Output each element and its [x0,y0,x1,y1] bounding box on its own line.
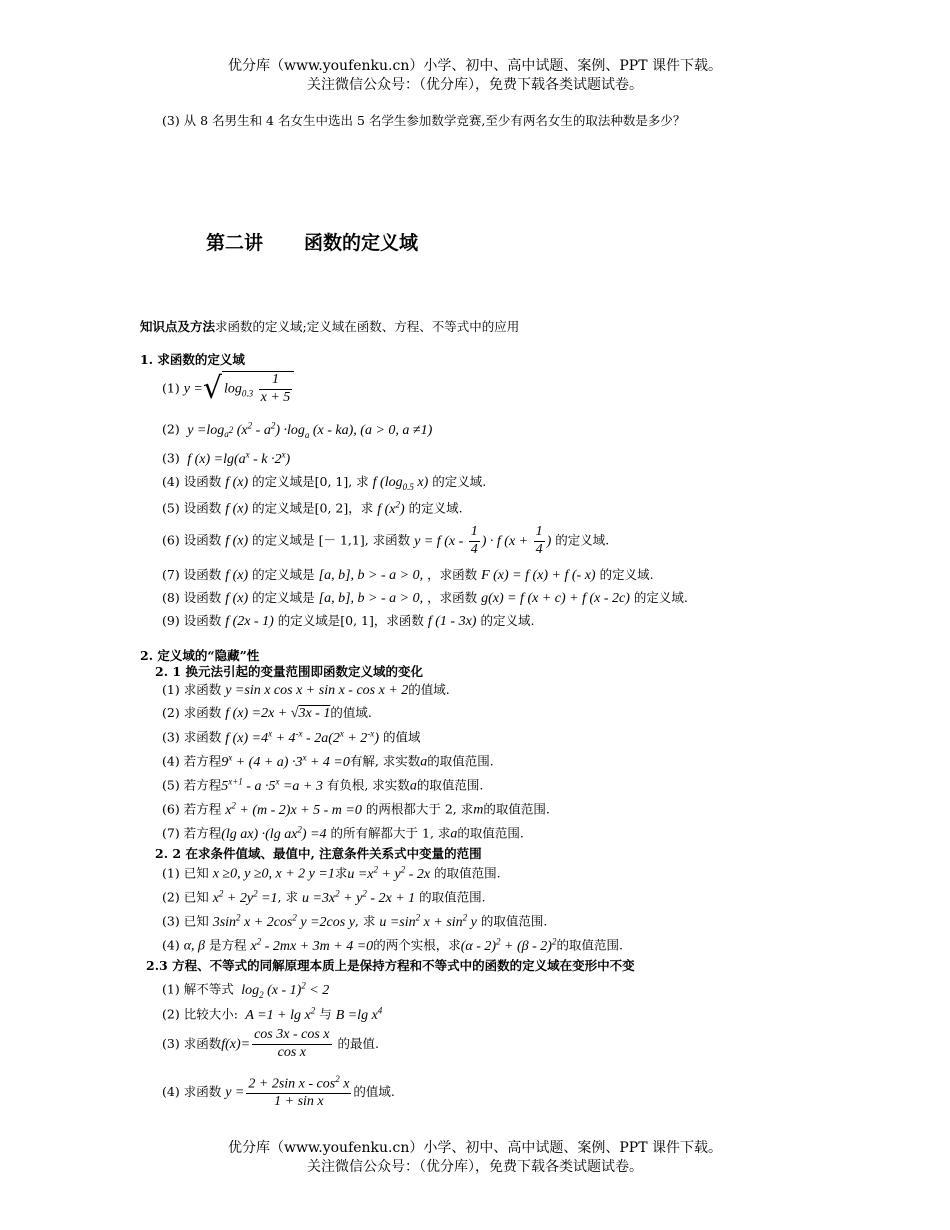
text: 的值域 [382,729,421,745]
formula: $y =\log_{a^2}$ $(x^2 - a^2) \cdot\log_a$ (x - ka), (a > 0, a ≠1) [183,420,433,440]
footer-line-2: 关注微信公众号：（优分库），免费下载各类试题试卷。 [307,1159,643,1175]
section2-2-heading: 2. 2 在求条件值域、最值中, 注意条件关系式中变量的范围 [155,846,482,861]
text: 求函数 [183,682,222,697]
item-num: (6) [162,801,180,817]
formula: f $(x) =4^x + 4^{-x} - 2a(2^x + 2^{-x})$ [225,728,379,746]
item-num: (4) [162,937,180,953]
formula: m [473,802,484,818]
text: 设函数 [183,532,222,548]
text: 若方程 [183,777,222,793]
s1-item-6 [162,524,609,559]
formula: F (x) = f (x) + f (- x) [481,568,596,583]
text: , 求 [354,913,376,929]
text: 求函数 [183,705,222,720]
formula: f (2x - 1) [225,614,274,629]
text: ，求函数 [427,590,478,605]
text: 设函数 [183,567,222,582]
formula: f (x) [225,591,249,606]
text: 的值域. [330,705,372,720]
formula: $\log_2 (x - 1)^2 < 2$ [237,980,330,1000]
s21-item-6 [162,800,550,819]
text: 的定义域. [432,474,487,489]
formula: y = f (x - $\frac{1}{4}$ ) · f (x + $\frac{1}{4}$ ) [414,524,552,557]
formula: $9^x + (4 + a) \cdot 3^x + 4 =0$ [221,752,350,770]
s23-item-2 [162,1005,382,1024]
text: 的定义域. [480,613,535,628]
formula: α, β [183,938,206,954]
text: 的两个实根，求 [373,937,461,953]
s21-item-2 [162,705,372,723]
lecture-number: 第二讲 [206,232,264,254]
text: 求函数 [183,1084,222,1100]
item-num: (2) [162,1006,180,1022]
s22-item-2 [162,888,486,907]
item-num: (2) [162,421,180,437]
s23-item-3 [162,1027,379,1062]
footer-line-1: 优分库（www.youfenku.cn）小学、初中、高中试题、案例、PPT 课件下载。 [227,1140,722,1156]
s1-item-9 [162,613,534,631]
formula: $u =x^2 + y^2 - 2x$ [347,864,431,882]
text: 若方程 [183,825,222,841]
item-num: (2) [162,705,180,720]
text: 的定义域是[0, 1], 求 [252,474,369,489]
item-num: (5) [162,500,180,516]
formula: $A =1 + \lg x^2$ [241,1005,316,1023]
text: 已知 [183,865,209,881]
text: 设函数 [183,500,222,516]
s21-item-3 [162,728,420,747]
formula: $x^2 + (m - 2)x + 5 - m =0$ [225,800,362,818]
item-num: (3) [162,913,180,929]
formula: f (x) [225,568,249,583]
formula: f (1 - 3x) [427,614,477,629]
formula: $u =\sin^2$ $x + \sin^2 y$ [379,912,477,930]
s22-item-4 [162,936,623,955]
formula: $u =3x^2 + y^2 - 2x + 1$ [301,888,416,906]
sqrt-formula: √ $\log_{0.3}$ $\frac{1}{x + 5}$ [203,370,294,408]
s21-item-4 [162,752,494,771]
formula: a [420,754,428,770]
text: 的定义域是[0, 2]，求 [252,500,374,516]
text: 与 [319,1006,332,1022]
lecture-name: 函数的定义域 [304,232,419,254]
item-num: (3) [162,1035,180,1051]
s1-item-8 [162,590,688,608]
formula: [a, b], b > - a > 0, [318,568,424,583]
item-num: (8) [162,590,180,605]
formula: f $(x) =\lg(a^x - k \cdot 2^x)$ [183,449,291,467]
s22-item-1 [162,864,501,883]
section2-3-heading: 2.3 方程、不等式的同解原理本质上是保持方程和不等式中的函数的定义域在变形中不变 [146,958,635,973]
formula: f (x) [225,475,249,490]
s23-item-1 [162,980,329,1001]
formula: f (x) [225,533,249,549]
text: 的定义域是[0, 1]，求函数 [277,613,424,628]
s21-item-1 [162,682,450,700]
text: 求函数 [183,1035,222,1051]
text: 的定义域. [408,500,463,516]
formula: a [409,778,417,794]
text: , 求 [277,889,298,905]
section2-heading: 2. 定义域的“隐藏”性 [140,648,260,663]
knowledge-text: 求函数的定义域;定义域在函数、方程、不等式中的应用 [215,319,520,334]
section1-heading: 1. 求函数的定义域 [140,352,245,367]
item-num: (2) [162,889,180,905]
header-line-1: 优分库（www.youfenku.cn）小学、初中、高中试题、案例、PPT 课件下载。 [227,58,722,74]
text: 比较大小: [183,1006,238,1022]
text: 的值域. [353,1084,395,1100]
knowledge-label: 知识点及方法 [140,319,216,334]
formula: $x^2 + 2y^2 =1$ [212,888,278,906]
text: 的取值范围. [419,889,486,905]
section2-1-heading: 2. 1 换元法引起的变量范围即函数定义域的变化 [155,664,423,679]
question-3: (3) 从 8 名男生和 4 名女生中选出 5 名学生参加数学竞赛,至少有两名女生的取法种数是多少？ [162,113,686,128]
text: 的两根都大于 2, 求 [365,801,474,817]
item-num: (1) [162,865,180,881]
fraction: $\frac{2 + 2\sin x - \cos^2 x}{\text{1 + sin x}}$ [248,1074,350,1110]
formula: f $(x^2)$ [377,499,405,517]
text: 设函数 [183,590,222,605]
formula: g(x) = f (x + c) + f (x - 2c) [481,591,630,606]
formula: B =lg $x^4$ [335,1005,383,1023]
s1-item-3 [162,449,290,468]
s23-item-4 [162,1074,395,1111]
formula: (lg ax) ·(lg $ax^2) =4$ [221,824,327,842]
s21-item-5 [162,776,483,795]
formula: f (x) [225,501,249,517]
formula: y =sin x cos x + sin x - cos x + 2 [225,683,409,698]
formula: $3\sin^2$ $x + 2\cos^2$ y =2cos y [212,912,355,930]
text: 有解, 求实数 [349,753,421,769]
formula: $5^{x+1} - a \cdot 5^x =a + 3$ [221,776,323,794]
text: 已知 [183,889,209,905]
item-num: (7) [162,567,180,582]
s1-item-7 [162,567,654,585]
text: 的定义域是 [252,567,315,582]
item-num: (1) [162,682,180,697]
s1-item-2 [162,420,432,441]
item-num: (3) [162,729,180,745]
text: 若方程 [183,801,222,817]
formula: f ($\log_{0.5}$ x) [372,475,429,492]
item-num: (5) [162,777,180,793]
text: 有负根, 求实数 [326,777,410,793]
text: 的取值范围. [483,801,550,817]
item-num: (4) [162,753,180,769]
s1-item-1 [162,370,294,408]
formula: a [450,826,458,842]
formula: f (x) =2x + √3x - 1 [225,706,331,721]
text: 设函数 [183,613,222,628]
fraction: $\frac{\text{cos 3x - cos x}}{\text{cos x}}$ [254,1027,330,1060]
s22-item-3 [162,912,547,931]
header-line-2: 关注微信公众号：（优分库），免费下载各类试题试卷。 [307,77,643,93]
text: 的取值范围. [427,753,494,769]
text: 解不等式 [183,981,234,997]
text: 的取值范围. [556,937,623,953]
text: 的取值范围. [416,777,484,793]
text: 若方程 [183,753,222,769]
item-num: (3) [162,450,180,466]
s1-item-4 [162,474,486,493]
item-num: (6) [162,532,180,548]
text: 的取值范围. [434,865,501,881]
text: 的取值范围. [457,825,524,841]
text: 的所有解都大于 1, 求 [330,825,451,841]
text: 的取值范围. [480,913,548,929]
formula: f(x)= [221,1036,251,1052]
s1-item-5 [162,499,463,518]
text: 的定义域. [633,590,688,605]
text: ，求函数 [427,567,478,582]
formula: $x^2 - 2mx + 3m + 4 =0$ [250,936,374,954]
s21-item-7 [162,824,524,843]
text: 已知 [183,913,209,929]
text: 的定义域是 [－ 1,1], 求函数 [252,532,411,548]
item-num: (4) [162,1084,180,1100]
item-num: (1) [162,981,180,997]
item-num: (9) [162,613,180,628]
formula: y = [183,381,203,397]
formula: y = [225,1085,245,1101]
formula: (α - 2)$^2$ + (β - 2)$^2$ [460,936,557,954]
text: 的定义域. [599,567,654,582]
item-num: (7) [162,825,180,841]
item-num: (1) [162,380,180,396]
text: 的定义域. [555,532,610,548]
text: 求函数 [183,729,222,745]
item-num: (4) [162,474,180,489]
text: 的定义域是 [252,590,315,605]
text: 是方程 [209,937,247,953]
formula: x ≥0, y ≥0, x + 2 y =1 [212,866,335,882]
text: 的最值. [337,1035,379,1051]
text: 设函数 [183,474,222,489]
knowledge-line [140,319,519,335]
formula: [a, b], b > - a > 0, [318,591,424,606]
text: 的值域. [408,682,450,697]
text: 求 [334,865,348,881]
